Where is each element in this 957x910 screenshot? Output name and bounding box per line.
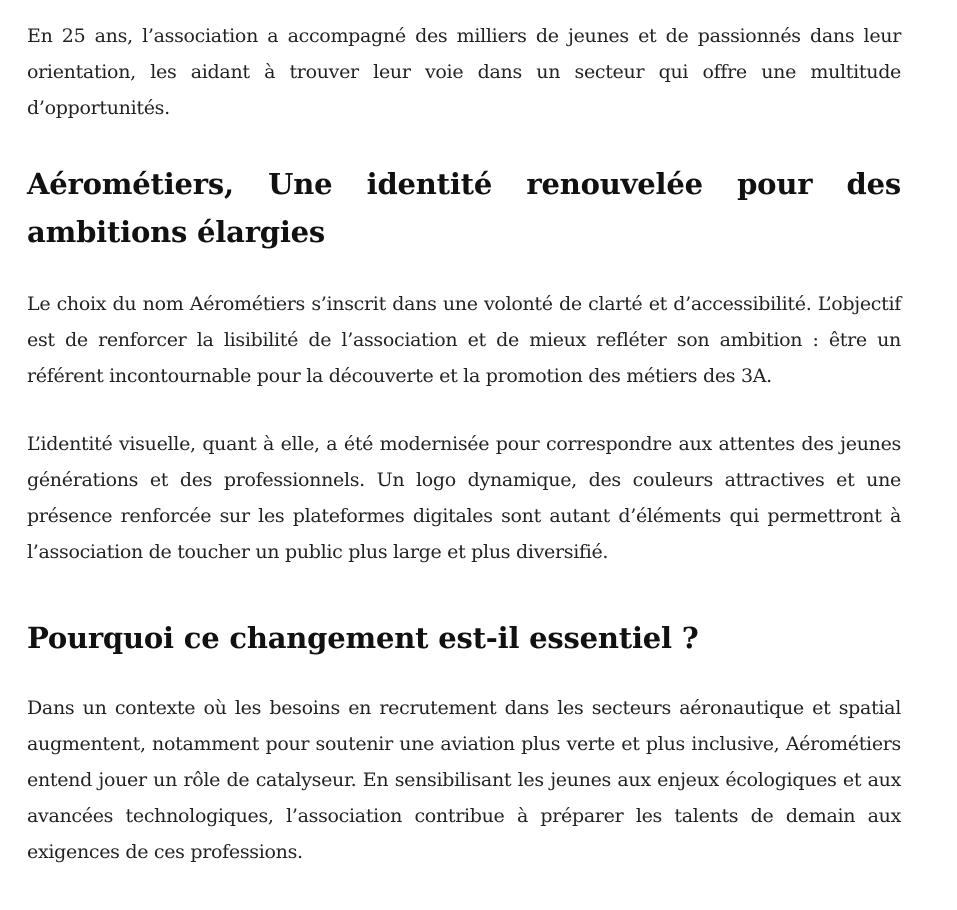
article-body xyxy=(27,18,901,870)
section-heading-identity: Aérométiers, Une identité renouvelée pour des ambitions élargies xyxy=(27,167,901,249)
section-heading-why-change: Pourquoi ce changement est-il essentiel ? xyxy=(27,621,699,655)
identity-paragraph-name: Le choix du nom Aérométiers s’inscrit dans une volonté de clarté et d’accessibilité. L’objectif est de renforcer la lisibilité de l’association et de mieux refléter son ambition : être un référent incontournable pour la découverte et la promotion des métiers des 3A. xyxy=(27,293,901,387)
why-change-paragraph: Dans un contexte où les besoins en recrutement dans les secteurs aéronautique et spatial augmentent, notamment pour soutenir une aviation plus verte et plus inclusive, Aérométiers entend jouer un rôle de catalyseur. En sensibilisant les jeunes aux enjeux écologiques et aux avancées technologiques, l’association contribue à préparer les talents de demain aux exigences de ces professions. xyxy=(27,697,901,863)
intro-paragraph: En 25 ans, l’association a accompagné des milliers de jeunes et de passionnés dans leur orientation, les aidant à trouver leur voie dans un secteur qui offre une multitude d’opportunités. xyxy=(27,25,901,119)
identity-paragraph-visual: L’identité visuelle, quant à elle, a été modernisée pour correspondre aux attentes des jeunes générations et des professionnels. Un logo dynamique, des couleurs attractives et une présence renforcée sur les plateformes digitales sont autant d’éléments qui permettront à l’association de toucher un public plus large et plus diversifié. xyxy=(27,433,901,563)
